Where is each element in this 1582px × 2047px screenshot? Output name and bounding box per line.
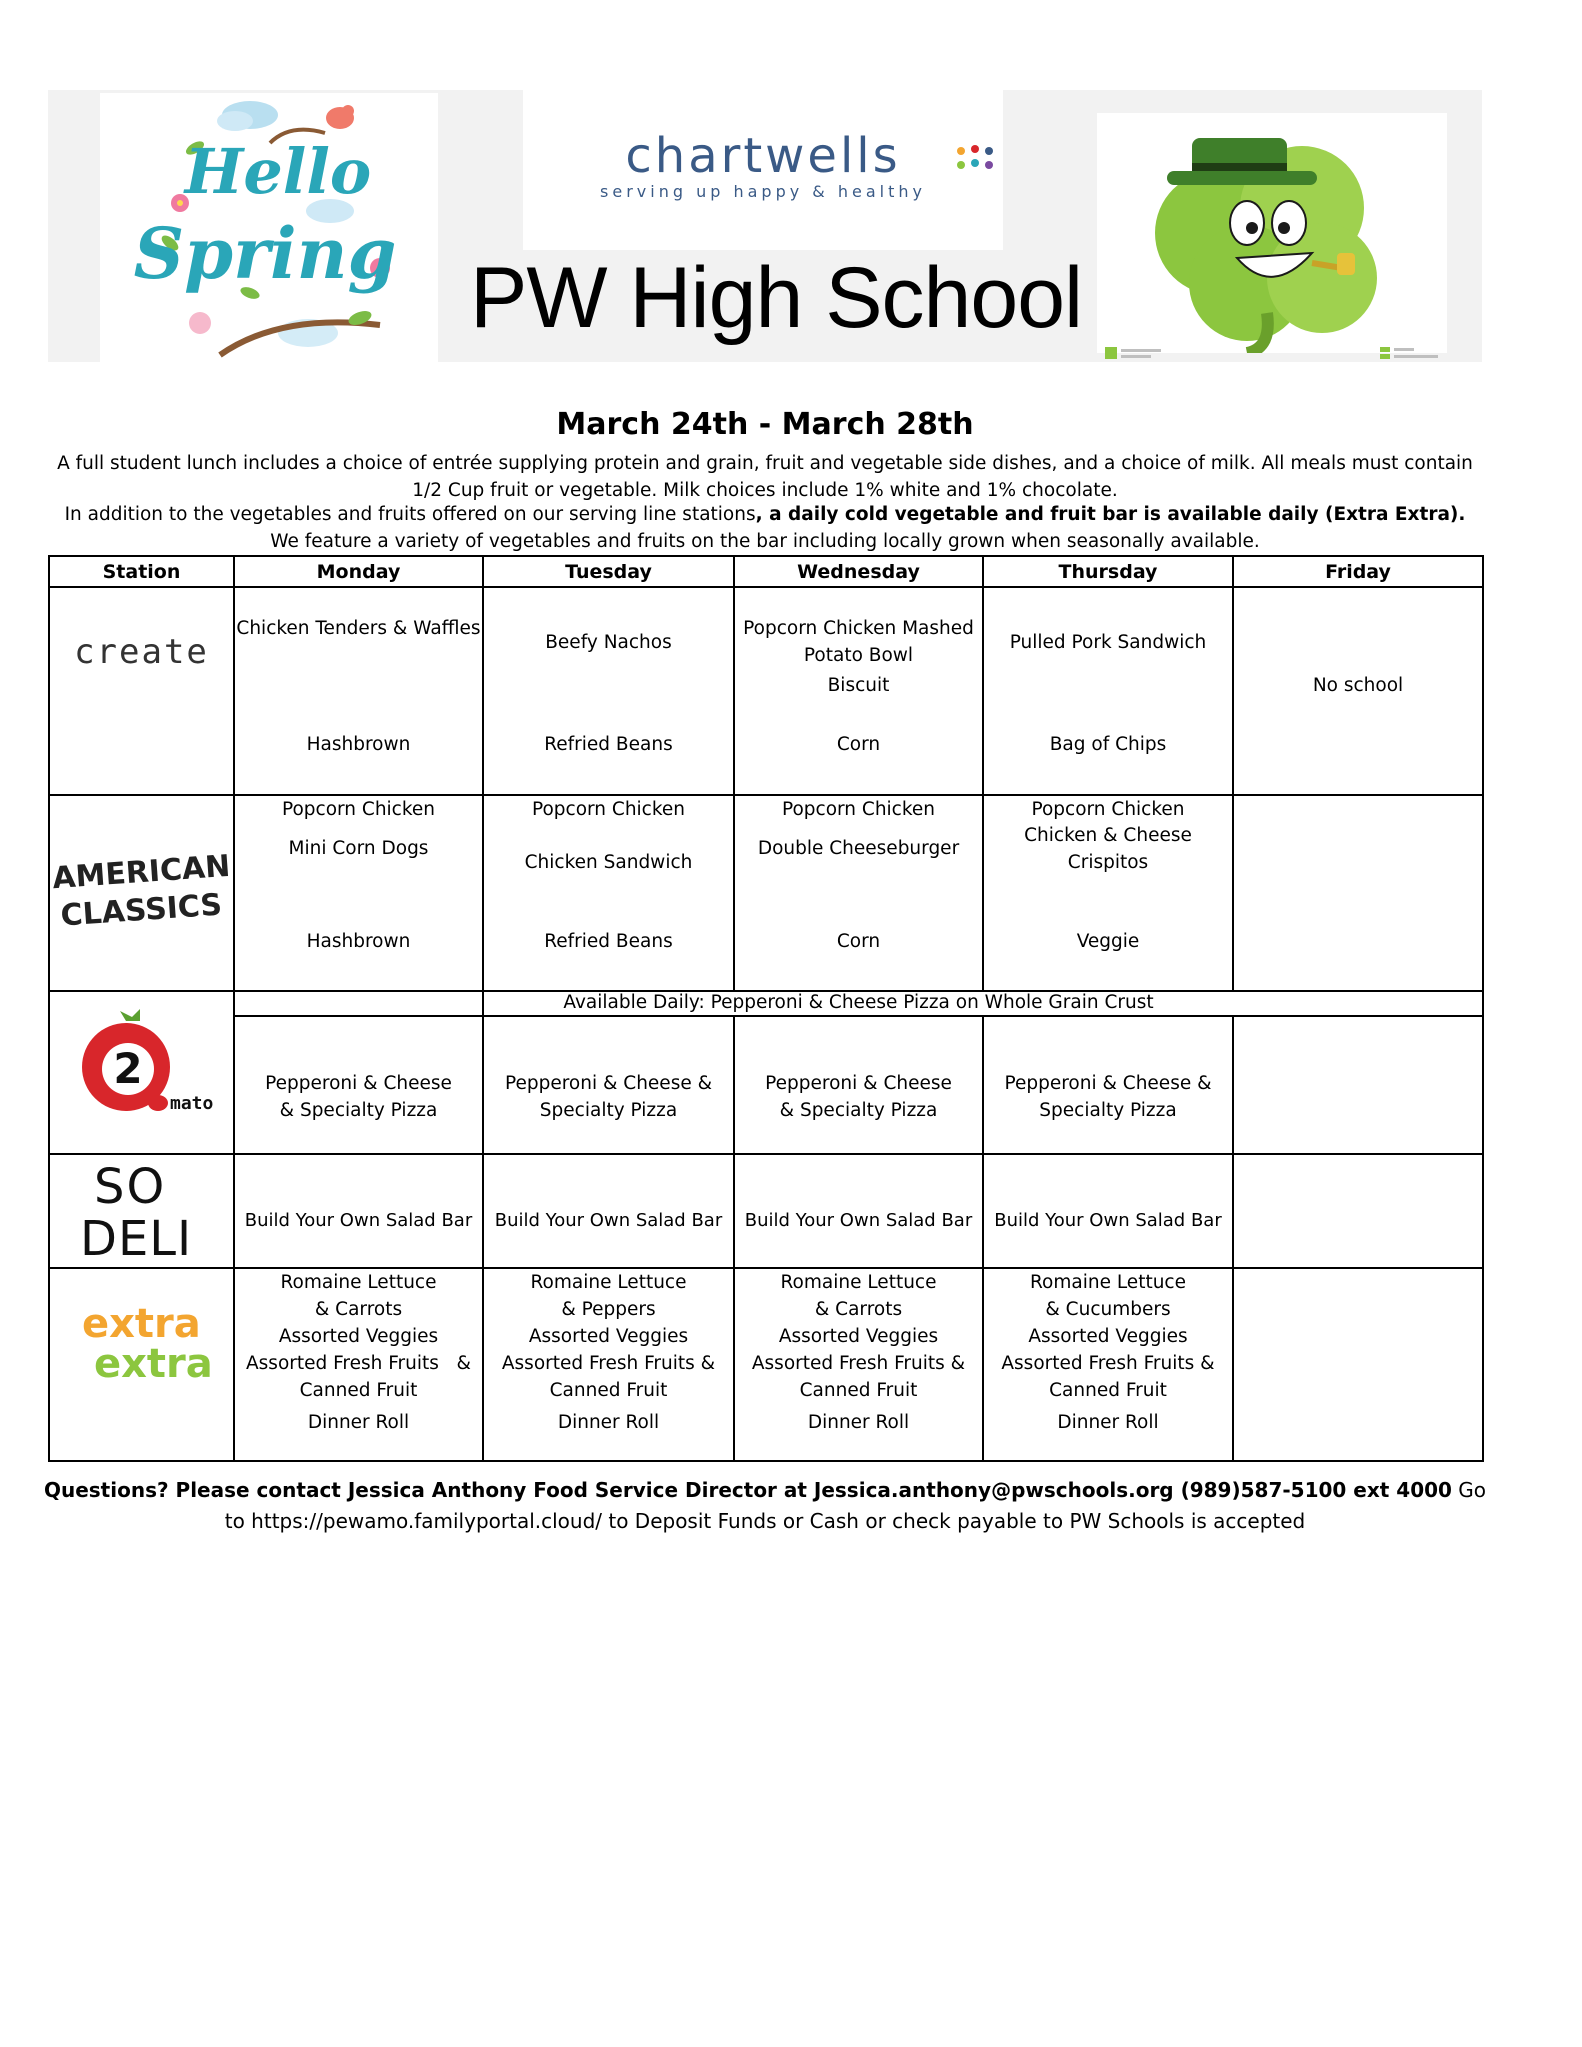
- extra-tuesday-roll: Dinner Roll: [557, 1412, 660, 1433]
- create-thursday-entree: Pulled Pork Sandwich: [1009, 632, 1207, 653]
- extra-thursday-salad: Romaine Lettuce & Cucumbers: [1030, 1272, 1186, 1320]
- extra-monday-veggies: Assorted Veggies: [278, 1326, 439, 1347]
- extra-extra-logo: [72, 1287, 222, 1402]
- column-divider: [1232, 557, 1234, 992]
- brand-tagline: serving up happy & healthy: [600, 182, 926, 201]
- header-station: Station: [102, 561, 181, 583]
- so-deli-logo: [76, 1155, 216, 1270]
- svg-text:mato: mato: [170, 1093, 214, 1114]
- header-friday: Friday: [1325, 561, 1391, 583]
- extra-tuesday-salad: Romaine Lettuce & Peppers: [530, 1272, 687, 1320]
- fruit-bar-note: [48, 501, 1482, 555]
- create-tuesday-side: Refried Beans: [544, 734, 673, 755]
- extra-tuesday-fruits: Assorted Fresh Fruits &: [501, 1353, 716, 1374]
- extra-thursday-roll: Dinner Roll: [1057, 1412, 1159, 1433]
- fruit-bar-note-lead: In addition to the vegetables and fruits offered on our serving line stations: [64, 504, 756, 525]
- create-wednesday-entree: Popcorn Chicken Mashed Potato Bowl: [743, 618, 974, 666]
- classics-tuesday-item-2: Chicken Sandwich: [524, 852, 693, 873]
- create-thursday-side: Bag of Chips: [1049, 734, 1167, 755]
- extra-wednesday-fruits: Assorted Fresh Fruits &: [751, 1353, 966, 1374]
- fruit-bar-note-tail: We feature a variety of vegetables and fruits on the bar including locally grown when seasonally available.: [270, 531, 1260, 552]
- brand-name: chartwells: [625, 128, 901, 184]
- extra-tuesday-veggies: Assorted Veggies: [528, 1326, 689, 1347]
- extra-monday-roll: Dinner Roll: [307, 1412, 410, 1433]
- shamrock-mascot-image: [1097, 113, 1447, 353]
- extra-monday-canned: Canned Fruit: [299, 1380, 418, 1401]
- create-station-logo: create: [74, 632, 209, 672]
- fruit-bar-note-bold: , a daily cold vegetable and fruit bar is available daily (Extra Extra).: [755, 504, 1466, 525]
- extra-thursday-veggies: Assorted Veggies: [1028, 1326, 1188, 1347]
- menu-table: [48, 555, 1484, 1462]
- 2mato-pizza-logo: [70, 1009, 230, 1134]
- extra-tuesday-canned: Canned Fruit: [549, 1380, 668, 1401]
- svg-text:DELI: DELI: [80, 1211, 193, 1265]
- contact-go: Go: [1451, 1478, 1487, 1502]
- create-friday-note: No school: [1312, 675, 1404, 696]
- pizza-thursday: Pepperoni & Cheese & Specialty Pizza: [1004, 1073, 1212, 1121]
- extra-wednesday-veggies: Assorted Veggies: [778, 1326, 939, 1347]
- chartwells-logo: [523, 130, 1003, 202]
- pizza-wednesday: Pepperoni & Cheese & Specialty Pizza: [765, 1073, 952, 1121]
- extra-monday-fruits: Assorted Fresh Fruits &: [246, 1353, 471, 1374]
- extra-wednesday-roll: Dinner Roll: [807, 1412, 910, 1433]
- classics-monday-item-1: Popcorn Chicken: [281, 799, 436, 820]
- classics-thursday-item-2: Chicken & Cheese Crispitos: [1024, 825, 1192, 873]
- create-tuesday-entree: Beefy Nachos: [545, 632, 672, 653]
- deli-tuesday: Build Your Own Salad Bar: [494, 1210, 723, 1231]
- header-thursday: Thursday: [1058, 561, 1158, 583]
- contact-line-2: to https://pewamo.familyportal.cloud/ to Deposit Funds or Cash or check payable to PW Schools is accepted: [224, 1509, 1306, 1533]
- svg-text:CLASSICS: CLASSICS: [59, 887, 224, 932]
- school-name: PW High School: [470, 250, 1083, 346]
- lunch-intro-text: A full student lunch includes a choice of entrée supplying protein and grain, fruit and vegetable side dishes, and a choice of milk. All meals must contain 1/2 Cup fruit or vegetable. Milk choices include 1% white and 1% chocolate.: [57, 453, 1473, 501]
- create-wednesday-extra: Biscuit: [827, 675, 890, 696]
- header-monday: Monday: [316, 561, 401, 583]
- chartwells-dots-icon: [955, 143, 1005, 179]
- create-monday-entree: Chicken Tenders & Waffles: [236, 618, 481, 639]
- classics-wednesday-side: Corn: [836, 931, 881, 952]
- svg-text:AMERICAN: AMERICAN: [51, 848, 232, 897]
- pizza-tuesday: Pepperoni & Cheese & Specialty Pizza: [504, 1073, 713, 1121]
- extra-wednesday-salad: Romaine Lettuce & Carrots: [780, 1272, 937, 1320]
- classics-monday-item-2: Mini Corn Dogs: [288, 838, 429, 859]
- classics-wednesday-item-2: Double Cheeseburger: [757, 838, 960, 859]
- svg-text:extra: extra: [82, 1301, 201, 1347]
- contact-line-1: [20, 1475, 1510, 1506]
- header-wednesday: Wednesday: [797, 561, 920, 583]
- svg-text:extra: extra: [94, 1341, 213, 1387]
- deli-thursday: Build Your Own Salad Bar: [994, 1210, 1222, 1231]
- contact-director: Questions? Please contact Jessica Anthony Food Service Director at Jessica.anthony@pwschools.org (989)587-5100 ext 4000: [43, 1478, 1452, 1502]
- classics-monday-side: Hashbrown: [306, 931, 411, 952]
- week-title: March 24th - March 28th: [556, 407, 974, 442]
- thumbnail-strip-icon: [1380, 345, 1450, 361]
- svg-text:SO: SO: [94, 1159, 167, 1215]
- svg-text:Spring: Spring: [133, 212, 397, 295]
- pizza-monday: Pepperoni & Cheese & Specialty Pizza: [265, 1073, 452, 1121]
- extra-monday-salad: Romaine Lettuce & Carrots: [280, 1272, 437, 1320]
- pizza-daily-banner: Available Daily: Pepperoni & Cheese Pizza on Whole Grain Crust: [563, 992, 1154, 1013]
- classics-thursday-side: Veggie: [1076, 931, 1140, 952]
- column-divider: [1232, 1017, 1234, 1460]
- classics-wednesday-item-1: Popcorn Chicken: [781, 799, 936, 820]
- hello-spring-logo: [100, 93, 438, 363]
- header-tuesday: Tuesday: [565, 561, 652, 583]
- classics-tuesday-side: Refried Beans: [544, 931, 673, 952]
- thumbnail-strip-icon: [1105, 345, 1175, 361]
- extra-wednesday-canned: Canned Fruit: [799, 1380, 918, 1401]
- extra-thursday-canned: Canned Fruit: [1049, 1380, 1167, 1401]
- row-divider: [50, 1267, 1482, 1269]
- deli-monday: Build Your Own Salad Bar: [244, 1210, 473, 1231]
- deli-wednesday: Build Your Own Salad Bar: [744, 1210, 973, 1231]
- row-divider: [50, 1153, 1482, 1155]
- create-monday-side: Hashbrown: [306, 734, 411, 755]
- american-classics-logo: [50, 842, 233, 937]
- create-wednesday-side: Corn: [836, 734, 881, 755]
- extra-thursday-fruits: Assorted Fresh Fruits &: [1001, 1353, 1215, 1374]
- column-divider: [982, 557, 984, 992]
- svg-text:2: 2: [113, 1044, 143, 1093]
- classics-thursday-item-1: Popcorn Chicken: [1031, 799, 1185, 820]
- svg-text:Hello: Hello: [184, 135, 372, 208]
- classics-tuesday-item-1: Popcorn Chicken: [531, 799, 686, 820]
- contact-footer: [20, 1475, 1510, 1537]
